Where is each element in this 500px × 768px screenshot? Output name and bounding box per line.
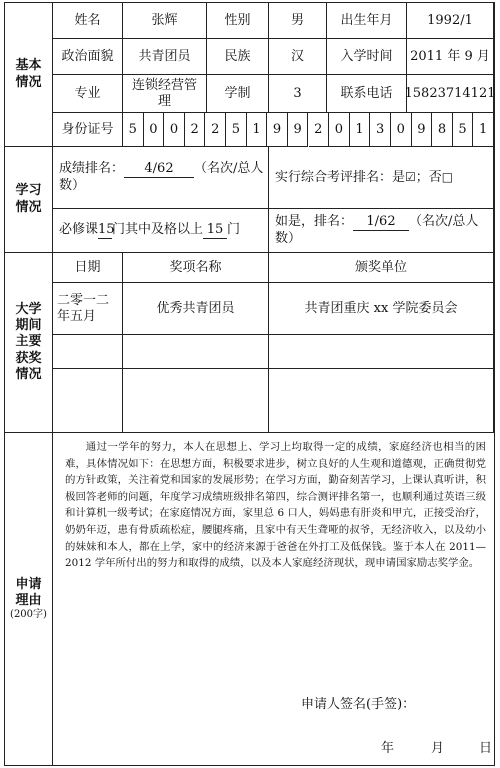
awards-header-date: 日期 <box>53 253 123 283</box>
eval-result-suffix: （名次/总人数） <box>275 214 479 246</box>
award-row-3-name <box>123 369 269 433</box>
grade-rank-prefix: 成绩排名： <box>59 161 125 177</box>
enroll-label: 入学时间 <box>327 39 407 75</box>
date-day-label: 日 <box>479 741 493 756</box>
id-label: 身份证号 <box>53 113 123 147</box>
section-reason-line2: 理由 <box>15 592 42 608</box>
section-reason-label <box>5 433 53 765</box>
id-digit: 8 <box>432 113 453 147</box>
grade-rank-suffix: （名次/总人数） <box>59 161 264 193</box>
id-digit: 1 <box>473 113 494 147</box>
grade-rank-value: 4/62 <box>124 161 194 178</box>
award-row-1-date: 二零一二年五月 <box>53 283 123 335</box>
id-digit: 2 <box>185 113 206 147</box>
award-row-2-org <box>269 335 494 369</box>
awards-header-name: 奖项名称 <box>123 253 269 283</box>
gender-label: 性别 <box>207 3 269 39</box>
required-courses-text <box>59 222 240 239</box>
eval-result-rank: 1/62 <box>353 214 409 231</box>
section-reason-line1: 申请 <box>15 576 42 592</box>
required-prefix: 必修课 <box>59 222 99 238</box>
id-digit: 5 <box>453 113 474 147</box>
id-digit: 5 <box>226 113 247 147</box>
award-row-3-org <box>269 369 494 433</box>
id-digit: 5 <box>123 113 144 147</box>
application-form <box>4 2 495 766</box>
birth-value: 1992/1 <box>407 3 494 39</box>
id-digit: 0 <box>164 113 185 147</box>
phone-value: 15823714121 <box>407 75 494 113</box>
major-value: 连锁经营管理 <box>123 75 207 113</box>
section-reason-note: (200字) <box>10 609 47 620</box>
award-row-3-date <box>53 369 123 433</box>
section-awards-line2: 期间 <box>15 318 42 334</box>
required-count: 15 <box>98 222 115 238</box>
awards-header-org: 颁奖单位 <box>269 253 494 283</box>
ethnic-value: 汉 <box>269 39 327 75</box>
date-year-label: 年 <box>381 741 395 756</box>
award-row-1-name: 优秀共青团员 <box>123 283 269 335</box>
eval-result-text <box>275 214 493 246</box>
duration-label: 学制 <box>207 75 269 113</box>
name-label: 姓名 <box>53 3 123 39</box>
section-awards-line5: 情况 <box>15 366 42 382</box>
enroll-value: 2011 年 9 月 <box>407 39 494 75</box>
id-digit: 9 <box>288 113 309 147</box>
award-row-1-org: 共青团重庆 xx 学院委员会 <box>269 283 494 335</box>
required-mid: 门其中及格以上 <box>112 222 204 238</box>
eval-rank-text <box>275 170 453 186</box>
duration-value: 3 <box>269 75 327 113</box>
eval-result-prefix: 如是，排名： <box>275 214 354 230</box>
section-study-line1: 学习 <box>15 183 42 199</box>
eval-no-checkbox[interactable]: □ <box>441 169 454 184</box>
eval-result-cell <box>269 209 494 253</box>
id-digit: 3 <box>370 113 391 147</box>
gender-value: 男 <box>269 3 327 39</box>
id-digit: 9 <box>267 113 288 147</box>
award-row-2-date <box>53 335 123 369</box>
signature-label: 申请人签名(手签)： <box>301 697 416 712</box>
politics-value: 共青团员 <box>123 39 207 75</box>
section-awards-line4: 获奖 <box>15 350 42 366</box>
section-basic-line1: 基本 <box>15 58 42 74</box>
name-value: 张辉 <box>123 3 207 39</box>
birth-label: 出生年月 <box>327 3 407 39</box>
eval-rank-label: 实行综合考评排名：是 <box>275 169 406 185</box>
grade-rank-cell <box>53 147 269 209</box>
id-digit: 2 <box>309 113 330 147</box>
id-digit: 2 <box>205 113 226 147</box>
award-row-2-name <box>123 335 269 369</box>
required-pass-count: 15 <box>203 222 227 239</box>
eval-sep: ；否 <box>415 169 442 185</box>
eval-rank-cell <box>269 147 494 209</box>
major-label: 专业 <box>53 75 123 113</box>
id-digit: 1 <box>350 113 371 147</box>
section-awards-line1: 大学 <box>15 301 42 317</box>
required-courses-cell <box>53 209 269 253</box>
section-awards-line3: 主要 <box>15 334 42 350</box>
date-month-label: 月 <box>431 741 445 756</box>
id-digit: 0 <box>391 113 412 147</box>
id-digit: 0 <box>144 113 165 147</box>
section-awards-label <box>5 253 53 433</box>
eval-yes-checkbox[interactable]: ☑ <box>405 169 416 184</box>
politics-label: 政治面貌 <box>53 39 123 75</box>
section-study-line2: 情况 <box>15 199 42 215</box>
reason-paragraph: 通过一学年的努力，本人在思想上、学习上均取得一定的成绩，家庭经济也相当的困难，具体情况如下：在思想方面，积极要求进步，树立良好的人生观和道德观，正确贯彻党的方针政策，关注着党和国家的发展形势；在学习方面，勤奋刻苦学习，上课认真听讲，积极回答老师的问题，年度学习成绩班级排名第四，综合测评排名第一，也顺利通过英语三级和计算机一级考试；在家庭情况方面，家里总 6 口人，妈妈患有肝炎和甲亢，正接受治疗，奶奶年迈，患有骨质疏松症，腰腿疼痛，且家中有天生聋哑的叔爷，无经济收入，以及幼小的妹妹和本人，都在上学，家中的经济来源于爸爸在外打工及低保钱。鉴于本人在 2011—2012 学年所付出的努力和取得的成绩，以及本人家庭经济现状，现申请国家励志奖学金。 <box>65 441 486 570</box>
section-basic-label <box>5 3 53 147</box>
section-basic-line2: 情况 <box>15 74 42 90</box>
id-digit: 9 <box>412 113 433 147</box>
grade-rank-text <box>59 161 268 193</box>
id-digit: 1 <box>247 113 268 147</box>
phone-label: 联系电话 <box>327 75 407 113</box>
section-study-label <box>5 147 53 253</box>
id-digit: 0 <box>329 113 350 147</box>
ethnic-label: 民族 <box>207 39 269 75</box>
required-suffix: 门 <box>227 222 241 238</box>
